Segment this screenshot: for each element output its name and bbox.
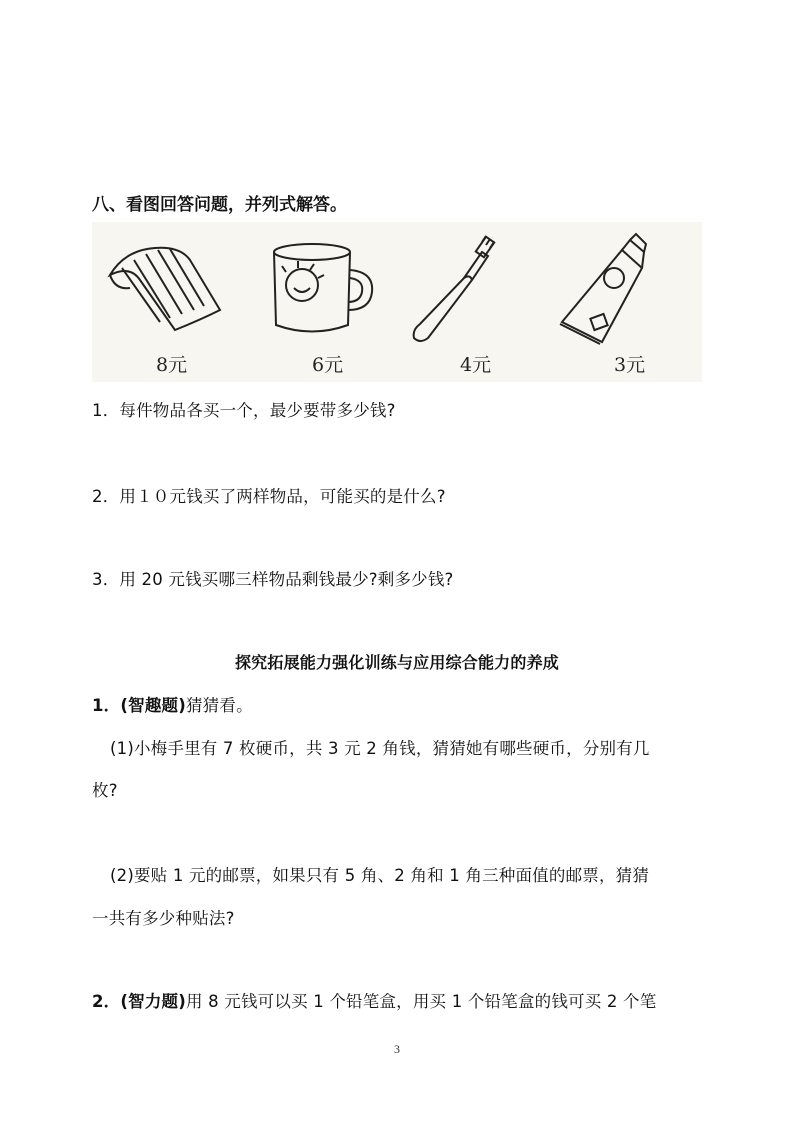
price-toothpaste: 3元 [614,354,646,376]
towel-icon [100,230,230,345]
toothpaste-icon [532,230,672,345]
toothbrush-icon [402,230,532,345]
price-towel: 8元 [156,354,188,376]
item-cup [262,222,402,382]
problem-1-tag: (智趣题) [120,696,186,715]
item-picture-strip [92,222,702,382]
extension-title: 探究拓展能力强化训练与应用综合能力的养成 [234,653,559,672]
item-toothbrush [402,222,542,382]
problem-1-header [92,692,253,716]
question-3: 3．用 20 元钱买哪三样物品剩钱最少?剩多少钱? [92,570,454,589]
item-toothpaste [532,222,672,382]
problem-1-text: 猜猜看。 [185,696,253,715]
problem-2-tag: (智力题) [120,992,186,1011]
problem-1-q1-line2: 枚? [92,781,118,800]
item-towel [100,222,240,382]
problem-2-text: 用 8 元钱可以买 1 个铅笔盒，用买 1 个铅笔盒的钱可买 2 个笔 [185,992,657,1011]
price-cup: 6元 [312,354,344,376]
question-1: 1．每件物品各买一个，最少要带多少钱? [92,401,396,420]
question-2: 2．用１０元钱买了两样物品，可能买的是什么? [92,487,446,506]
cup-icon [262,230,392,345]
problem-1-q1-line1: (1)小梅手里有 7 枚硬币，共 3 元 2 角钱，猜猜她有哪些硬币，分别有几 [110,739,650,758]
problem-2 [92,988,656,1012]
price-toothbrush: 4元 [460,354,492,376]
section-heading: 八、看图回答问题，并列式解答。 [92,195,347,215]
problem-1-q2-line2: 一共有多少种贴法? [92,909,235,928]
page-number: 3 [394,1042,400,1056]
problem-2-number: 2． [92,992,121,1011]
problem-1-q2-line1: (2)要贴 1 元的邮票，如果只有 5 角、2 角和 1 角三种面值的邮票，猜猜 [110,866,650,885]
problem-1-number: 1． [92,696,121,715]
